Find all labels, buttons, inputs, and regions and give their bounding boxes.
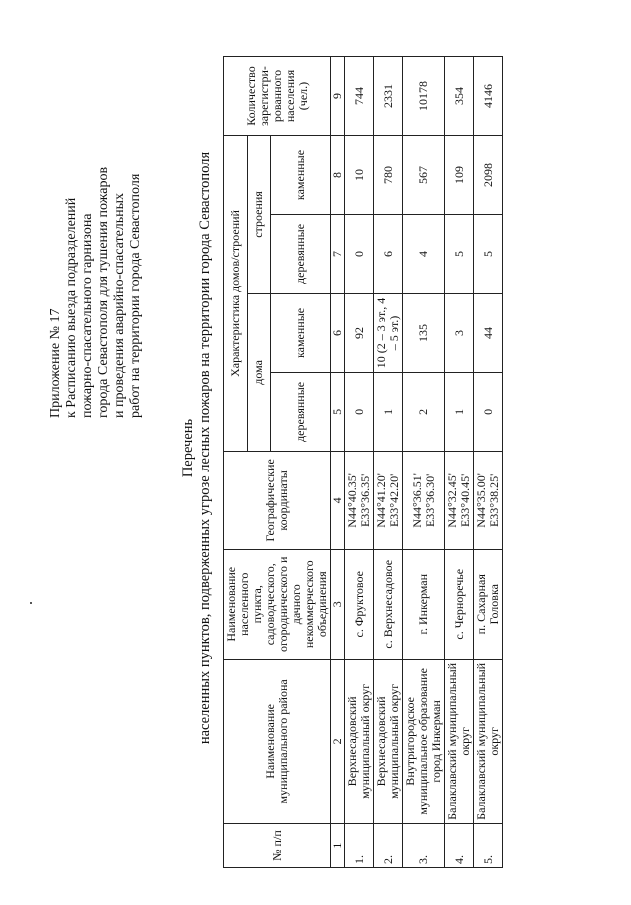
header-houses-stone: каменные xyxy=(271,293,331,372)
table-row xyxy=(403,57,445,868)
header-row xyxy=(224,57,248,868)
cell-coords xyxy=(403,451,445,549)
cell-district: Верхнесадовский муниципальный округ xyxy=(345,659,374,824)
column-number: 8 xyxy=(331,136,345,215)
cell-houses-wooden: 1 xyxy=(374,372,403,451)
coord-e: E33°38.25' xyxy=(487,473,501,528)
cell-buildings-stone: 2098 xyxy=(474,136,503,215)
cell-buildings-stone: 10 xyxy=(345,136,374,215)
coord-e: E33°42.20' xyxy=(387,473,401,528)
cell-num: 4. xyxy=(445,824,474,868)
coord-e: E33°36.35' xyxy=(358,473,372,528)
title-line-2: населенных пунктов, подверженных угрозе лесных пожаров на территории города Севастополя xyxy=(197,151,213,745)
cell-houses-stone: 10 (2 – 3 эт., 4 – 5 эт.) xyxy=(374,293,403,372)
appendix-line: Приложение № 17 xyxy=(48,308,63,418)
cell-coords xyxy=(374,451,403,549)
appendix-line: пожарно-спасательного гарнизона xyxy=(80,213,95,418)
cell-settlement: с. Верхнесадовое xyxy=(374,549,403,659)
cell-population: 10178 xyxy=(403,57,445,136)
cell-coords xyxy=(445,451,474,549)
appendix-line: города Севастополя для тушения пожаров xyxy=(96,166,111,418)
header-settlement: Наименование населенного пункта, садоводческого, огороднического и дачного некоммерческого объединения xyxy=(224,549,331,659)
cell-district: Балаклавский муниципальный округ xyxy=(474,659,503,824)
cell-settlement: г. Инкерман xyxy=(403,549,445,659)
column-number: 7 xyxy=(331,214,345,293)
scan-artifact-dot xyxy=(30,602,32,604)
cell-houses-stone: 135 xyxy=(403,293,445,372)
cell-houses-stone: 92 xyxy=(345,293,374,372)
cell-buildings-wooden: 5 xyxy=(445,214,474,293)
cell-houses-stone: 44 xyxy=(474,293,503,372)
header-population: Количество зарегистри-рованного населения (чел.) xyxy=(224,57,331,136)
cell-houses-wooden: 0 xyxy=(474,372,503,451)
cell-district: Балаклавский муниципальный округ xyxy=(445,659,474,824)
cell-settlement: с. Фруктовое xyxy=(345,549,374,659)
cell-num: 1. xyxy=(345,824,374,868)
header-buildings-stone: каменные xyxy=(271,136,331,215)
cell-buildings-wooden: 6 xyxy=(374,214,403,293)
appendix-line: к Расписанию выезда подразделений xyxy=(64,197,79,418)
coord-e: E33°40.45' xyxy=(458,473,472,528)
cell-buildings-stone: 780 xyxy=(374,136,403,215)
appendix-header xyxy=(48,28,144,418)
header-buildings-wooden: деревянные xyxy=(271,214,331,293)
cell-population: 2331 xyxy=(374,57,403,136)
header-coords: Географические координаты xyxy=(224,451,331,549)
cell-buildings-wooden: 0 xyxy=(345,214,374,293)
document-title xyxy=(180,28,214,868)
table-row xyxy=(374,57,403,868)
header-district: Наименование муниципального района xyxy=(224,659,331,824)
coord-e: E33°36.30' xyxy=(422,473,437,528)
cell-population: 4146 xyxy=(474,57,503,136)
cell-buildings-wooden: 4 xyxy=(403,214,445,293)
cell-settlement: с. Черноречье xyxy=(445,549,474,659)
rotated-page xyxy=(48,28,593,868)
column-number: 3 xyxy=(331,549,345,659)
header-houses-wooden: деревянные xyxy=(271,372,331,451)
settlements-table xyxy=(223,56,503,868)
title-line-1: Перечень xyxy=(180,418,196,478)
header-characteristics: Характеристика домов/строений xyxy=(224,136,248,452)
cell-num: 3. xyxy=(403,824,445,868)
cell-houses-stone: 3 xyxy=(445,293,474,372)
column-number: 5 xyxy=(331,372,345,451)
table-row xyxy=(345,57,374,868)
cell-population: 354 xyxy=(445,57,474,136)
cell-buildings-stone: 109 xyxy=(445,136,474,215)
cell-houses-wooden: 1 xyxy=(445,372,474,451)
cell-houses-wooden: 0 xyxy=(345,372,374,451)
appendix-line: и проведения аварийно-спасательных xyxy=(112,192,127,418)
coord-n: N44°41.20' xyxy=(374,473,388,528)
column-number: 9 xyxy=(331,57,345,136)
cell-coords xyxy=(474,451,503,549)
coord-n: N44°32.45' xyxy=(445,473,459,528)
column-number: 1 xyxy=(331,824,345,868)
header-num: № п/п xyxy=(224,824,331,868)
cell-num: 5. xyxy=(474,824,503,868)
column-number-row xyxy=(331,57,345,868)
cell-district: Верхнесадовский муниципальный округ xyxy=(374,659,403,824)
header-houses: дома xyxy=(247,293,271,451)
cell-buildings-stone: 567 xyxy=(403,136,445,215)
column-number: 6 xyxy=(331,293,345,372)
column-number: 4 xyxy=(331,451,345,549)
cell-num: 2. xyxy=(374,824,403,868)
cell-settlement: п. Сахарная Головка xyxy=(474,549,503,659)
table-row xyxy=(474,57,503,868)
cell-population: 744 xyxy=(345,57,374,136)
coord-n: N44°36.51' xyxy=(409,473,424,528)
header-buildings: строения xyxy=(247,136,271,294)
column-number: 2 xyxy=(331,659,345,824)
coord-n: N44°35.00' xyxy=(474,473,488,528)
cell-houses-wooden: 2 xyxy=(403,372,445,451)
cell-coords xyxy=(345,451,374,549)
appendix-line: работ на территории города Севастополя xyxy=(128,173,143,418)
cell-buildings-wooden: 5 xyxy=(474,214,503,293)
coord-n: N44°40.35' xyxy=(345,473,359,528)
cell-district: Внутригородское муниципальное образование город Инкерман xyxy=(403,659,445,824)
table-row xyxy=(445,57,474,868)
